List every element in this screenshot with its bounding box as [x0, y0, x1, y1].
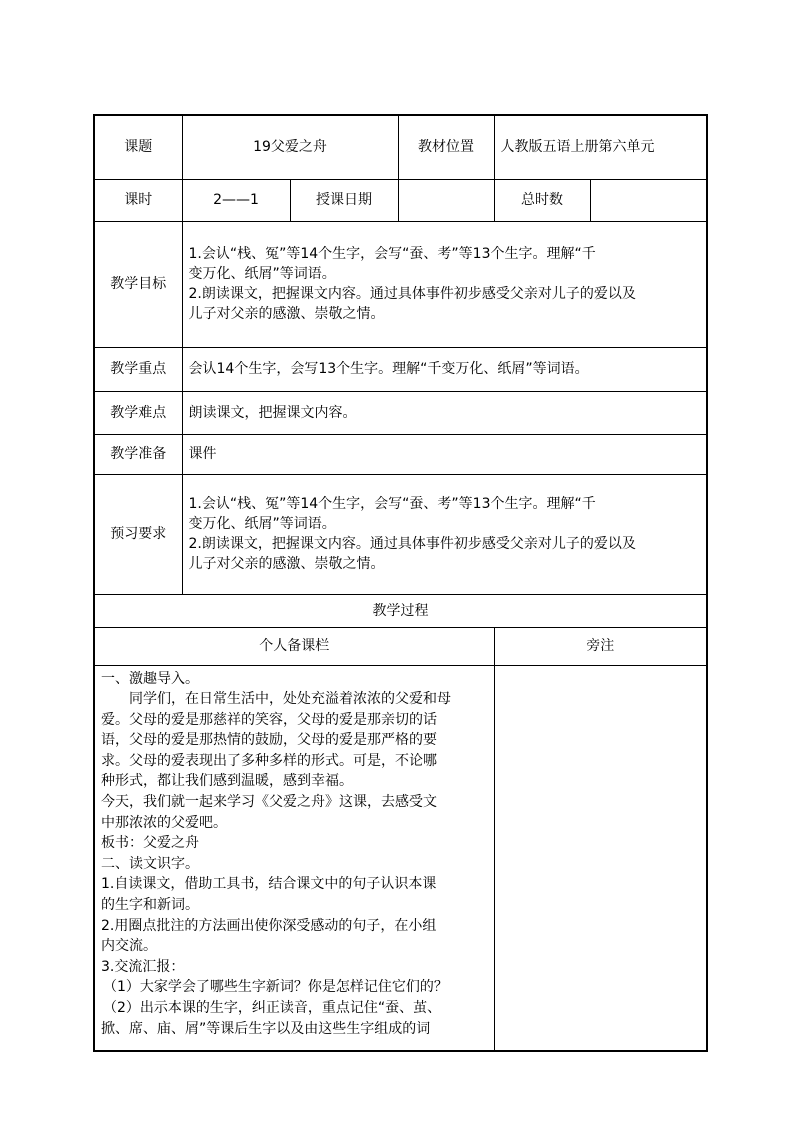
process-line: 语，父母的爱是那热情的鼓励，父母的爱是那严格的要: [101, 732, 437, 749]
process-line: 求。父母的爱表现出了多种多样的形式。可是，不论哪: [101, 752, 437, 769]
process-line: 的生字和新词。: [101, 897, 199, 914]
goals-line: 2.朗读课文，把握课文内容。通过具体事件初步感受父亲对儿子的爱以及: [188, 286, 636, 302]
preview-line: 变万化、纸屑”等词语。: [188, 516, 336, 532]
goals-line: 1.会认“栈、冤”等14个生字，会写“蚕、考”等13个生字。理解“千: [188, 246, 596, 262]
textbook-position-value: 人教版五语上册第六单元: [494, 115, 707, 179]
process-line: 掀、席、庙、屑”等课后生字以及由这些生字组成的词: [101, 1020, 431, 1037]
lesson-plan-table: [93, 114, 708, 1052]
textbook-position-label: 教材位置: [398, 115, 494, 179]
total-hours-label: 总时数: [494, 179, 590, 221]
goals-content: [182, 221, 707, 347]
process-line: 同学们，在日常生活中，处处充溢着浓浓的父爱和母: [129, 691, 451, 708]
process-line: 2.用圈点批注的方法画出使你深受感动的句子，在小组: [101, 917, 437, 934]
personal-column-header: 个人备课栏: [94, 627, 494, 665]
process-line: 3.交流汇报：: [101, 958, 185, 975]
process-line: 内交流。: [101, 938, 157, 955]
notes-content: [494, 665, 707, 1051]
goals-line: 变万化、纸屑”等词语。: [188, 266, 336, 282]
difficulties-label: 教学难点: [94, 391, 182, 434]
process-line: 爱。父母的爱是那慈祥的笑容，父母的爱是那亲切的话: [101, 711, 437, 728]
goals-line: 儿子对父亲的感激、崇敬之情。: [188, 306, 385, 322]
process-content: [94, 665, 494, 1051]
period-label: 课时: [94, 179, 182, 221]
process-line: （2）出示本课的生字，纠正读音，重点记住“蚕、茧、: [103, 1000, 442, 1016]
process-line: 一、激趣导入。: [101, 670, 199, 687]
preview-line: 2.朗读课文，把握课文内容。通过具体事件初步感受父亲对儿子的爱以及: [188, 536, 636, 552]
process-line: 板书：父爱之舟: [101, 835, 199, 852]
process-line: （1）大家学会了哪些生字新词？你是怎样记住它们的？: [103, 979, 448, 996]
process-line: 二、读文识字。: [101, 855, 199, 872]
preview-line: 儿子对父亲的感激、崇敬之情。: [188, 556, 385, 572]
preparation-content: 课件: [182, 434, 707, 474]
process-line: 中那浓浓的父爱吧。: [101, 814, 227, 831]
preview-content: [182, 474, 707, 594]
process-title: 教学过程: [94, 594, 707, 627]
notes-column-header: 旁注: [494, 627, 707, 665]
process-line: 今天，我们就一起来学习《父爱之舟》这课，去感受文: [101, 794, 437, 811]
total-hours-value: [590, 179, 707, 221]
topic-label: 课题: [94, 115, 182, 179]
preview-line: 1.会认“栈、冤”等14个生字，会写“蚕、考”等13个生字。理解“千: [188, 496, 596, 512]
goals-label: 教学目标: [94, 221, 182, 347]
date-value: [398, 179, 494, 221]
preparation-label: 教学准备: [94, 434, 182, 474]
period-value: 2——1: [182, 179, 290, 221]
key-points-label: 教学重点: [94, 347, 182, 391]
process-line: 1.自读课文，借助工具书，结合课文中的句子认识本课: [101, 876, 437, 893]
key-points-content: 会认14个生字，会写13个生字。理解“千变万化、纸屑”等词语。: [182, 347, 707, 391]
process-line: 种形式，都让我们感到温暖，感到幸福。: [101, 773, 353, 790]
difficulties-content: 朗读课文，把握课文内容。: [182, 391, 707, 434]
date-label: 授课日期: [290, 179, 398, 221]
topic-value: 19父爱之舟: [182, 115, 398, 179]
preview-label: 预习要求: [94, 474, 182, 594]
